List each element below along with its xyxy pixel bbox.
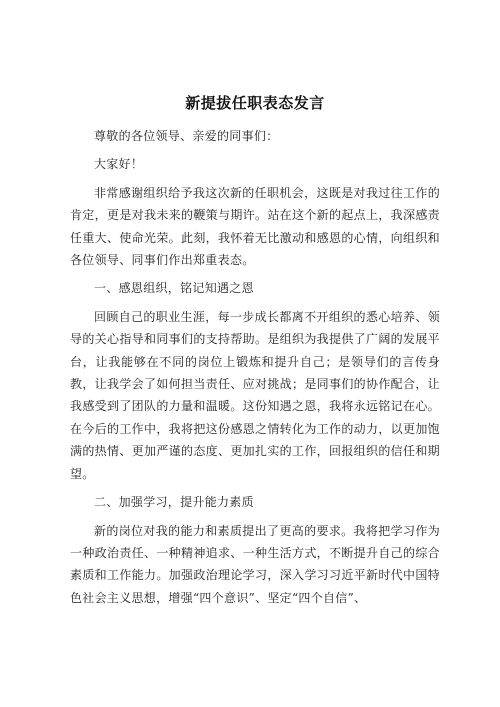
document-body [70,125,440,609]
paragraph-section-1: 回顾自己的职业生涯，每一步成长都离不开组织的悉心培养、领导的关心指导和同事们的支持帮助。是组织为我提供了广阔的发展平台，让我能够在不同的岗位上锻炼和提升自己；是领导们的言传身教，让我学会了如何担当责任、应对挑战；是同事们的协作配合，让我感受到了团队的力量和温暖。这份知遇之恩，我将永远铭记在心。在今后的工作中，我将把这份感恩之情转化为工作的动力，以更加饱满的热情、更加严谨的态度、更加扎实的工作，回报组织的信任和期望。 [70,309,440,481]
paragraph-intro: 非常感谢组织给予我这次新的任职机会，这既是对我过往工作的肯定，更是对我未来的鞭策与期许。站在这个新的起点上，我深感责任重大、使命光荣。此刻，我怀着无比激动和感恩的心情，向组织和各位领导、同事们作出郑重表态。 [70,185,440,268]
section-heading-2: 二、加强学习，提升能力素质 [94,495,254,510]
paragraph-section-2: 新的岗位对我的能力和素质提出了更高的要求。我将把学习作为一种政治责任、一种精神追求、一种生活方式，不断提升自己的综合素质和工作能力。加强政治理论学习，深入学习习近平新时代中国特色社会主义思想，增强“四个意识”、坚定“四个自信”、 [70,523,440,605]
salutation: 尊敬的各位领导、亲爱的同事们： [94,129,279,143]
document-title: 新提拔任职表态发言 [185,94,325,112]
section-heading-1: 一、感恩组织，铭记知遇之恩 [94,281,254,296]
greeting: 大家好！ [94,157,144,172]
